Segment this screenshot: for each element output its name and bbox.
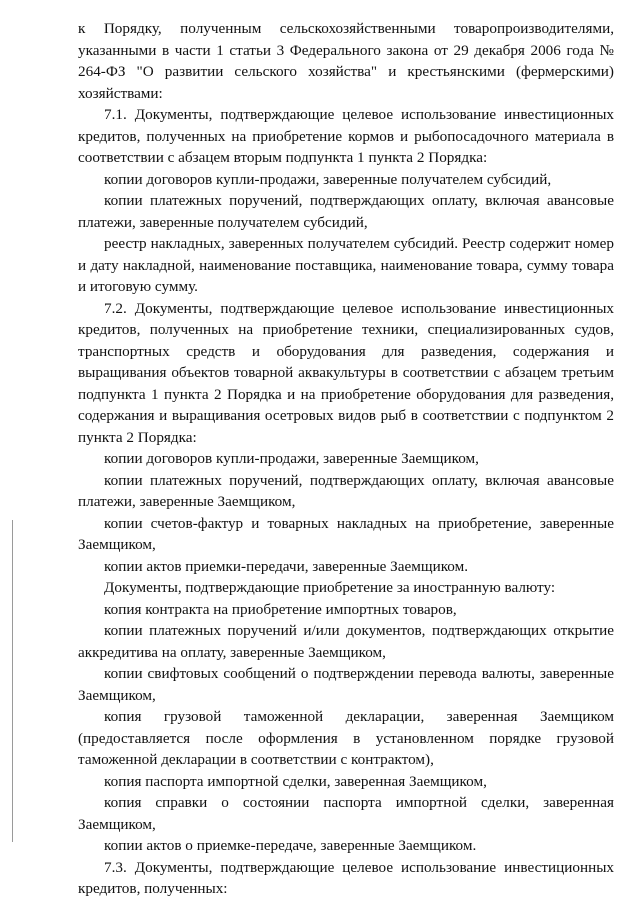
list-item: копии свифтовых сообщений о подтверждении перевода валюты, заверенные Заемщиком, [78,665,614,704]
list-item: копии договоров купли-продажи, заверенные Заемщиком, [104,450,479,467]
list-item: копия паспорта импортной сделки, заверенная Заемщиком, [104,772,487,790]
section-7-3-heading: 7.3. Документы, подтверждающие целевое использование инвестиционных кредитов, полученных: [78,858,614,897]
list-item: копии платежных поручений, подтверждающих оплату, включая авансовые платежи, заверенные получателем субсидий, [78,192,614,231]
list-item: копии платежных поручений и/или документов, подтверждающих открытие аккредитива на оплату, заверенные Заемщиком, [78,622,614,661]
section-7-2-heading: 7.2. Документы, подтверждающие целевое использование инвестиционных кредитов, полученных на приобретение техники, специализированных судов, транспортных средств и оборудования для разведения, содержания и выращивания объектов товарной аквакультуры в соответствии с абзацем третьим подпункта 1 пункта 2 Порядка и на приобретение оборудования для разведения, содержания и выращивания осетровых видов рыб в соответствии с подпунктом 2 пункта 2 Порядка: [78,299,614,446]
list-item: копия справки о состоянии паспорта импортной сделки, заверенная Заемщиком, [78,794,614,833]
list-item: копии счетов-фактур и товарных накладных на приобретение, заверенные Заемщиком, [78,514,614,553]
list-item: копия контракта на приобретение импортных товаров, [104,600,457,618]
list-item: реестр накладных, заверенных получателем субсидий. Реестр содержит номер и дату накладной, наименование поставщика, наименование товара, сумму товара и итоговую сумму. [78,235,614,295]
intro-paragraph: к Порядку, полученным сельскохозяйственными товаропроизводителями, указанными в части 1 статьи 3 Федерального закона от 29 декабря 2006 года № 264-ФЗ "О развитии сельского хозяйства" и крестьянскими (фермерскими) хозяйствами: [78,20,614,102]
subsection-heading: Документы, подтверждающие приобретение за иностранную валюту: [104,579,556,596]
section-7-1-heading: 7.1. Документы, подтверждающие целевое использование инвестиционных кредитов, полученных на приобретение кормов и рыбопосадочного материала в соответствии с абзацем вторым подпункта 1 пункта 2 Порядка: [78,106,614,166]
list-item: копии актов о приемке-передаче, заверенные Заемщиком. [104,837,477,854]
list-item: копия грузовой таможенной декларации, заверенная Заемщиком (предоставляется после оформления в установленном порядке грузовой таможенной декларации в соответствии с контрактом), [78,708,614,768]
document-page [78,18,614,900]
list-item: копии платежных поручений, подтверждающих оплату, включая авансовые платежи, заверенные Заемщиком, [78,471,614,510]
scan-margin-line [12,520,13,842]
list-item: копии актов приемки-передачи, заверенные Заемщиком. [104,557,469,575]
list-item: копии договоров купли-продажи, заверенные получателем субсидий, [104,170,552,188]
